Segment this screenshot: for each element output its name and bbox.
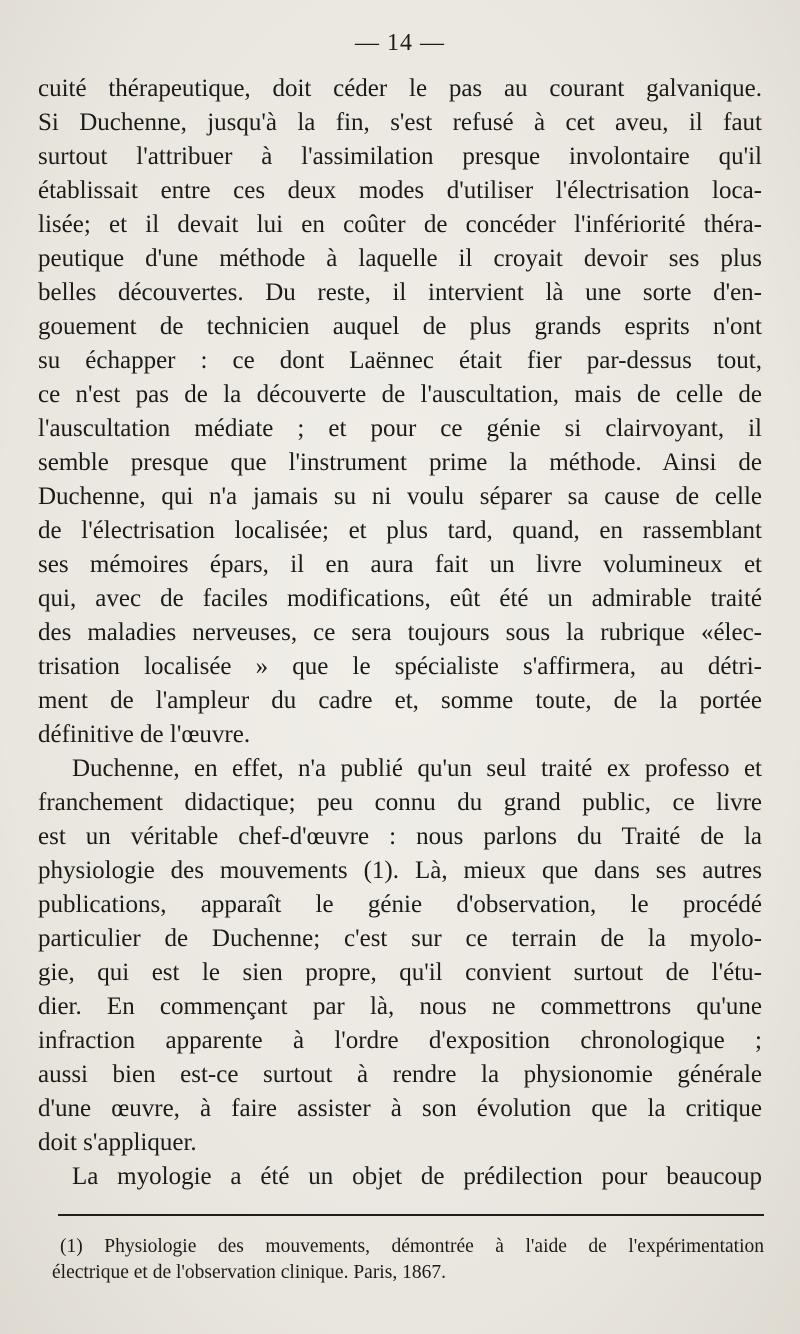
footnote-divider xyxy=(58,1214,764,1216)
text-line: franchement didactique; peu connu du grand public, ce livre xyxy=(38,789,762,816)
text-line: trisation localisée » que le spécialiste s'affirmera, au détri- xyxy=(38,653,762,680)
text-line: Duchenne, qui n'a jamais su ni voulu séparer sa cause de celle xyxy=(38,483,762,510)
text-line: établissait entre ces deux modes d'utiliser l'électrisation loca- xyxy=(38,177,762,204)
text-line: qui, avec de faciles modifications, eût été un admirable traité xyxy=(38,585,762,612)
text-line: lisée; et il devait lui en coûter de concéder l'infériorité théra- xyxy=(38,211,762,238)
text-line: aussi bien est-ce surtout à rendre la physionomie générale xyxy=(38,1061,762,1088)
text-line: surtout l'attribuer à l'assimilation presque involontaire qu'il xyxy=(38,143,762,170)
text-line: gie, qui est le sien propre, qu'il convient surtout de l'étu- xyxy=(38,959,762,986)
text-line: Si Duchenne, jusqu'à la fin, s'est refusé à cet aveu, il faut xyxy=(38,109,762,136)
text-line: gouement de technicien auquel de plus grands esprits n'ont xyxy=(38,313,762,340)
paragraph-start-line: Duchenne, en effet, n'a publié qu'un seul traité ex professo et xyxy=(72,755,762,782)
text-line: des maladies nerveuses, ce sera toujours sous la rubrique «élec- xyxy=(38,619,762,646)
paragraph-end-line: doit s'appliquer. xyxy=(38,1129,197,1156)
text-line: de l'électrisation localisée; et plus tard, quand, en rassemblant xyxy=(38,517,762,544)
text-line: publications, apparaît le génie d'observation, le procédé xyxy=(38,891,762,918)
page-number: — 14 — xyxy=(355,30,445,56)
text-line: particulier de Duchenne; c'est sur ce terrain de la myolo- xyxy=(38,925,762,952)
text-line: est un véritable chef-d'œuvre : nous parlons du Traité de la xyxy=(38,823,762,850)
text-line: belles découvertes. Du reste, il intervient là une sorte d'en- xyxy=(38,279,762,306)
text-line: ment de l'ampleur du cadre et, somme toute, de la portée xyxy=(38,687,762,714)
text-line: infraction apparente à l'ordre d'exposition chronologique ; xyxy=(38,1027,762,1054)
footnote-line: électrique et de l'observation clinique. Paris, 1867. xyxy=(52,1262,446,1283)
text-line: semble presque que l'instrument prime la méthode. Ainsi de xyxy=(38,449,762,476)
paragraph-end-line: définitive de l'œuvre. xyxy=(38,721,251,748)
text-line: d'une œuvre, à faire assister à son évolution que la critique xyxy=(38,1095,762,1122)
text-line: ce n'est pas de la découverte de l'auscultation, mais de celle de xyxy=(38,381,762,408)
footnote-line: (1) Physiologie des mouvements, démontrée à l'aide de l'expérimentation xyxy=(60,1236,764,1257)
text-line: ses mémoires épars, il en aura fait un livre volumineux et xyxy=(38,551,762,578)
text-line: l'auscultation médiate ; et pour ce génie si clairvoyant, il xyxy=(38,415,762,442)
text-line: dier. En commençant par là, nous ne commettrons qu'une xyxy=(38,993,762,1020)
text-line: su échapper : ce dont Laënnec était fier par-dessus tout, xyxy=(38,347,762,374)
text-line: cuité thérapeutique, doit céder le pas au courant galvanique. xyxy=(38,75,762,102)
paragraph-start-line: La myologie a été un objet de prédilection pour beaucoup xyxy=(72,1163,762,1190)
text-line: physiologie des mouvements (1). Là, mieux que dans ses autres xyxy=(38,857,762,884)
body-text xyxy=(38,72,762,1194)
footnote xyxy=(52,1234,764,1286)
text-line: peutique d'une méthode à laquelle il croyait devoir ses plus xyxy=(38,245,762,272)
